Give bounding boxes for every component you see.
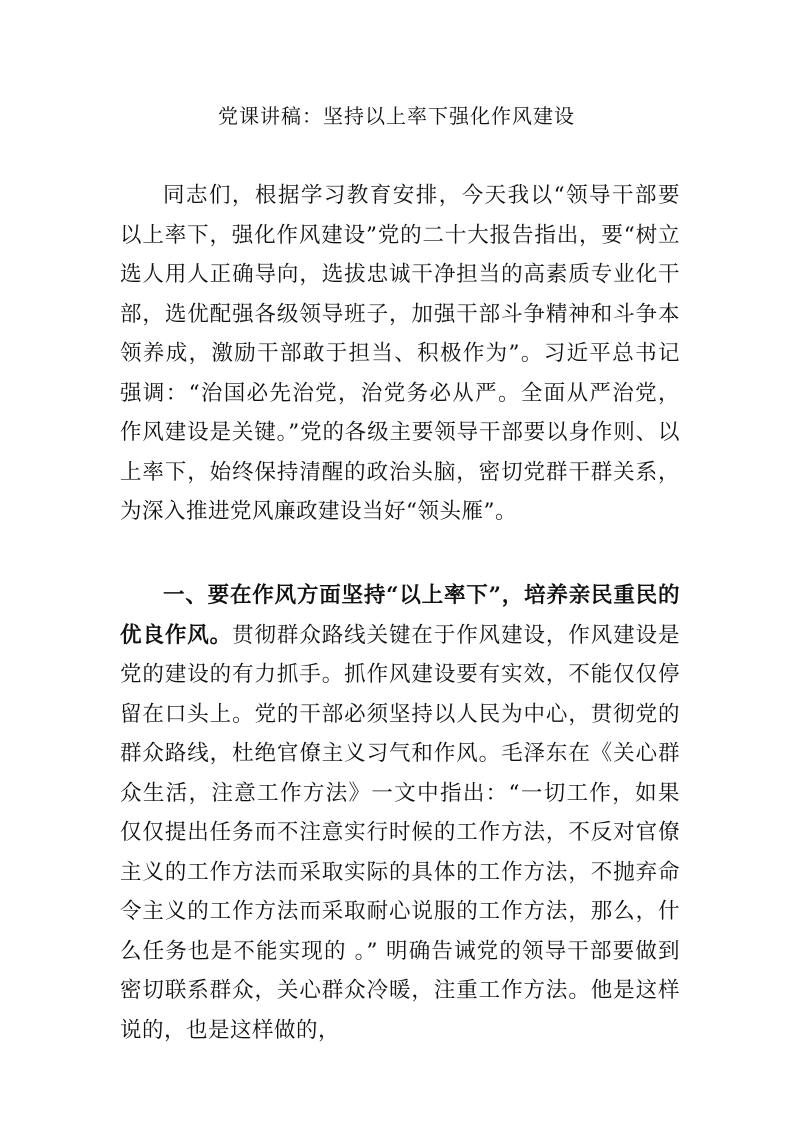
document-title: 党课讲稿：坚持以上率下强化作风建设 [218, 104, 575, 128]
section-one-heading: 一、要在作风方面坚持“以上率下”，培养亲民重民的优良作风。 [120, 583, 680, 648]
section-one-text: 贯彻群众路线关键在于作风建设，作风建设是党的建设的有力抓手。抓作风建设要有实效，不能仅仅停留在口头上。党的干部必须坚持以人民为中心，贯彻党的群众路线，杜绝官僚主义习气和作风。毛泽东在《关心群众生活，注意工作方法》一文中指出：“一切工作，如果仅仅提出任务而不注意实行时候的工作方法，不反对官僚主义的工作方法而采取实际的具体的工作方法，不抛弃命令主义的工作方法而采取耐心说服的工作方法，那么，什么任务也是不能实现的 。” 明确告诫党的领导干部要做到密切联系群众，关心群众冷暖，注重工作方法。他是这样说的，也是这样做的， [120, 622, 680, 1043]
paragraph-intro-text: 同志们，根据学习教育安排，今天我以“领导干部要以上率下，强化作风建设”党的二十大报告指出，要“树立选人用人正确导向，选拔忠诚干净担当的高素质专业化干部，选优配强各级领导班子，加强干部斗争精神和斗争本领养成，激励干部敢于担当、积极作为”。习近平总书记强调：“治国必先治党，治党务必从严。全面从严治党，作风建设是关键。”党的各级主要领导干部要以身作则、以上率下，始终保持清醒的政治头脑，密切党群干群关系，为深入推进党风廉政建设当好“领头雁”。 [120, 183, 680, 524]
paragraph-section-one [120, 576, 680, 1050]
paragraph-intro [120, 176, 680, 532]
